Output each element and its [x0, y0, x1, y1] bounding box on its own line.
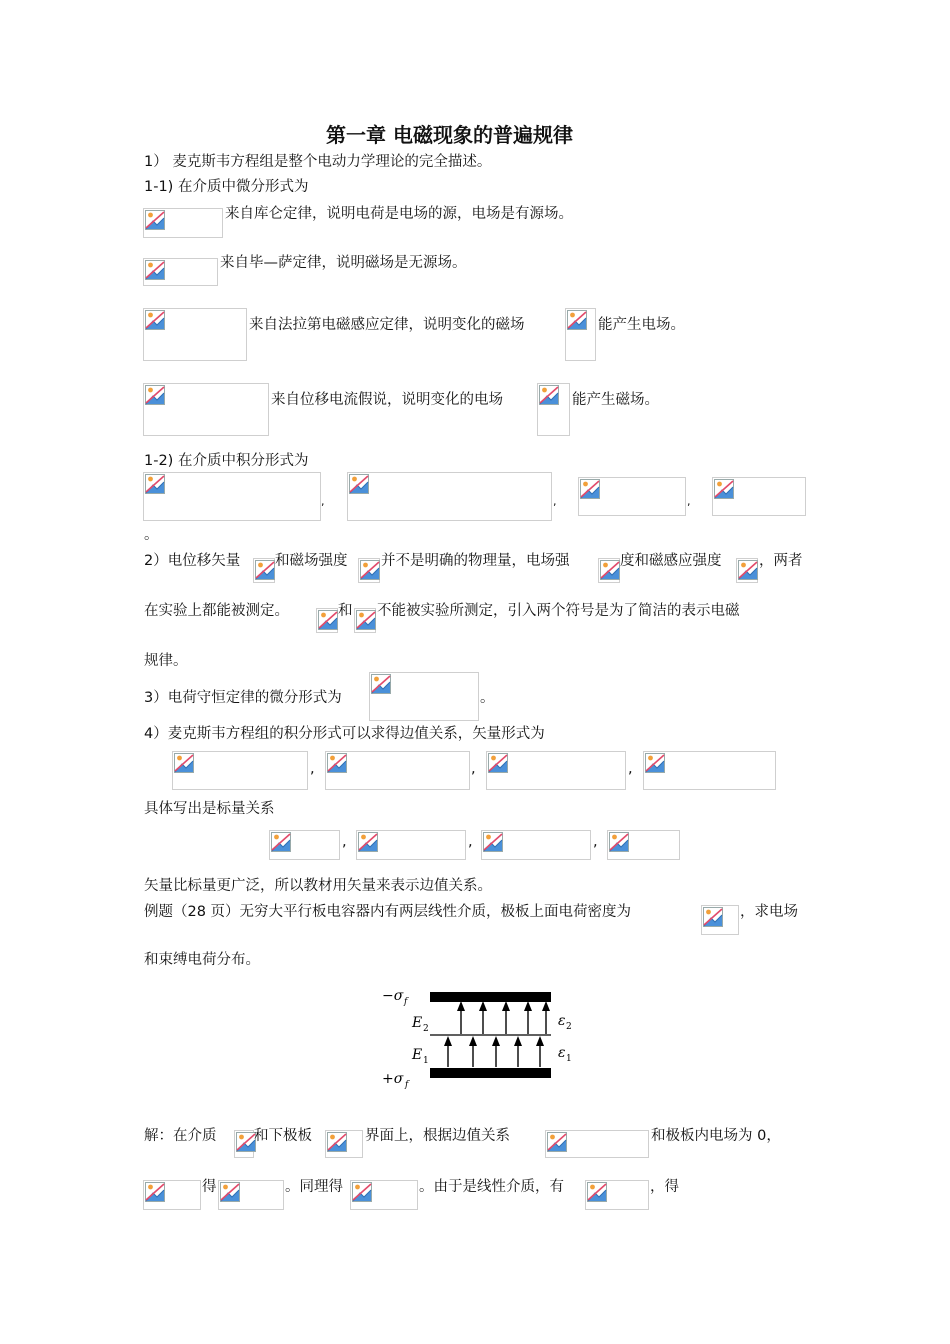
comma: ,	[553, 495, 557, 508]
section-1-1-heading: 1-1) 在介质中微分形式为	[144, 179, 309, 195]
broken-image-icon	[318, 610, 338, 630]
solution-line2-a: 得	[202, 1179, 217, 1195]
chapter-title: 第一章 电磁现象的普遍规律	[326, 123, 573, 147]
broken-image-icon	[145, 310, 165, 330]
section-2-line2-a: 在实验上都能被测定。	[144, 603, 289, 619]
broken-image-icon	[236, 1132, 256, 1152]
arrow-heads-lower	[444, 1036, 544, 1046]
equation-image-broken	[585, 1180, 649, 1210]
broken-image-icon	[220, 1182, 240, 1202]
top-plate	[430, 992, 551, 1002]
top-charge-subscript: f	[404, 997, 408, 1007]
epsilon1-subscript: 1	[566, 1054, 572, 1064]
broken-image-icon	[587, 1182, 607, 1202]
equation-image-broken	[537, 383, 570, 436]
equation-image-broken	[712, 477, 806, 516]
equation-image-broken	[218, 1180, 284, 1210]
broken-image-icon	[567, 310, 587, 330]
broken-image-icon	[483, 832, 503, 852]
equation-image-broken	[358, 558, 380, 583]
section-1-heading: 1） 麦克斯韦方程组是整个电动力学理论的完全描述。	[144, 154, 492, 170]
comma: ,	[468, 834, 473, 850]
broken-image-icon	[327, 753, 347, 773]
equation-image-broken	[143, 383, 269, 436]
bottom-charge-subscript: f	[405, 1080, 409, 1090]
equation-image-broken	[701, 905, 739, 935]
e1-label: E	[412, 1047, 423, 1063]
example-text-line2: 和束缚电荷分布。	[144, 952, 260, 968]
broken-image-icon	[255, 560, 275, 580]
broken-image-icon	[609, 832, 629, 852]
solution-part-a: 解：在介质	[144, 1128, 217, 1144]
broken-image-icon	[174, 753, 194, 773]
broken-image-icon	[145, 474, 165, 494]
section-2-part-e: ，两者	[759, 553, 803, 569]
broken-image-icon	[488, 753, 508, 773]
broken-image-icon	[547, 1132, 567, 1152]
broken-image-icon	[352, 1182, 372, 1202]
equation-image-broken	[486, 751, 626, 790]
conclusion-text: 矢量比标量更广泛，所以教材用矢量来表示边值关系。	[144, 878, 492, 894]
equation-image-broken	[253, 558, 275, 583]
scalar-relation-heading: 具体写出是标量关系	[144, 801, 275, 817]
equation-4-tail: 能产生磁场。	[572, 392, 659, 408]
e1-subscript: 1	[423, 1056, 429, 1066]
period: 。	[480, 690, 495, 706]
solution-part-d: 和极板内电场为 0，	[651, 1128, 781, 1144]
broken-image-icon	[145, 385, 165, 405]
solution-part-c: 界面上，根据边值关系	[365, 1128, 510, 1144]
equation-image-broken	[545, 1130, 649, 1158]
broken-image-icon	[145, 1182, 165, 1202]
equation-image-broken	[369, 672, 479, 721]
equation-image-broken	[607, 830, 680, 860]
broken-image-icon	[360, 560, 380, 580]
broken-image-icon	[145, 260, 165, 280]
broken-image-icon	[371, 674, 391, 694]
equation-image-broken	[143, 1180, 201, 1210]
epsilon2-subscript: 2	[566, 1022, 572, 1032]
solution-line2-d: ，得	[650, 1179, 679, 1195]
broken-image-icon	[738, 560, 758, 580]
equation-image-broken	[598, 558, 620, 583]
section-2-line2-c: 不能被实验所测定，引入两个符号是为了简洁的表示电磁	[377, 603, 740, 619]
equation-image-broken	[643, 751, 776, 790]
section-2-part-c: 并不是明确的物理量，电场强	[381, 553, 570, 569]
top-charge-label: −σ	[382, 988, 404, 1004]
broken-image-icon	[539, 385, 559, 405]
section-1-2-heading: 1-2) 在介质中积分形式为	[144, 453, 309, 469]
solution-part-b: 和下极板	[254, 1128, 312, 1144]
equation-image-broken	[143, 472, 321, 521]
comma: ,	[687, 495, 691, 508]
epsilon2-label: ε	[558, 1013, 566, 1029]
broken-image-icon	[349, 474, 369, 494]
example-text: 例题（28 页）无穷大平行板电容器内有两层线性介质，极板上面电荷密度为	[144, 904, 632, 920]
section-2-part-a: 2）电位移矢量	[144, 553, 241, 569]
equation-image-broken	[172, 751, 308, 790]
equation-3-tail: 能产生电场。	[598, 317, 685, 333]
equation-image-broken	[234, 1130, 254, 1158]
arrow-heads-upper	[457, 1001, 550, 1011]
section-2-line2-b: 和	[338, 603, 353, 619]
broken-image-icon	[327, 1132, 347, 1152]
bottom-charge-label: +σ	[382, 1071, 404, 1087]
equation-3-explanation: 来自法拉第电磁感应定律，说明变化的磁场	[249, 317, 525, 333]
broken-image-icon	[703, 907, 723, 927]
equation-image-broken	[481, 830, 591, 860]
e2-subscript: 2	[423, 1024, 429, 1034]
equation-image-broken	[565, 308, 596, 361]
section-3-text: 3）电荷守恒定律的微分形式为	[144, 690, 342, 706]
section-2-part-d: 度和磁感应强度	[620, 553, 722, 569]
equation-2-explanation: 来自毕—萨定律，说明磁场是无源场。	[220, 255, 467, 271]
equation-image-broken	[316, 608, 338, 633]
capacitor-figure	[378, 985, 578, 1095]
equation-image-broken	[736, 558, 758, 583]
equation-image-broken	[143, 258, 218, 286]
broken-image-icon	[358, 832, 378, 852]
broken-image-icon	[645, 753, 665, 773]
equation-image-broken	[347, 472, 552, 521]
equation-image-broken	[578, 477, 686, 516]
equation-image-broken	[143, 208, 223, 238]
equation-image-broken	[350, 1180, 418, 1210]
equation-image-broken	[354, 608, 376, 633]
broken-image-icon	[600, 560, 620, 580]
comma: ,	[310, 761, 315, 777]
comma: ,	[342, 834, 347, 850]
equation-image-broken	[143, 308, 247, 361]
equation-4-explanation: 来自位移电流假说，说明变化的电场	[271, 392, 503, 408]
broken-image-icon	[580, 479, 600, 499]
section-4-text: 4）麦克斯韦方程组的积分形式可以求得边值关系，矢量形式为	[144, 726, 545, 742]
example-text-end: ，求电场	[740, 904, 798, 920]
broken-image-icon	[145, 210, 165, 230]
equation-image-broken	[325, 1130, 363, 1158]
comma: ,	[321, 495, 325, 508]
section-2-line3: 规律。	[144, 653, 188, 669]
bottom-plate	[430, 1068, 551, 1078]
solution-line2-c: 。由于是线性介质，有	[419, 1179, 564, 1195]
capacitor-diagram	[378, 985, 578, 1095]
e2-label: E	[412, 1015, 423, 1031]
broken-image-icon	[356, 610, 376, 630]
equation-image-broken	[356, 830, 466, 860]
comma: ,	[628, 761, 633, 777]
broken-image-icon	[271, 832, 291, 852]
solution-line2-b: 。同理得	[285, 1179, 343, 1195]
equation-image-broken	[325, 751, 470, 790]
comma: ,	[471, 761, 476, 777]
period: 。	[144, 527, 159, 543]
comma: ,	[593, 834, 598, 850]
equation-1-explanation: 来自库仑定律，说明电荷是电场的源，电场是有源场。	[225, 206, 573, 222]
epsilon1-label: ε	[558, 1045, 566, 1061]
broken-image-icon	[714, 479, 734, 499]
section-2-part-b: 和磁场强度	[275, 553, 348, 569]
equation-image-broken	[269, 830, 340, 860]
